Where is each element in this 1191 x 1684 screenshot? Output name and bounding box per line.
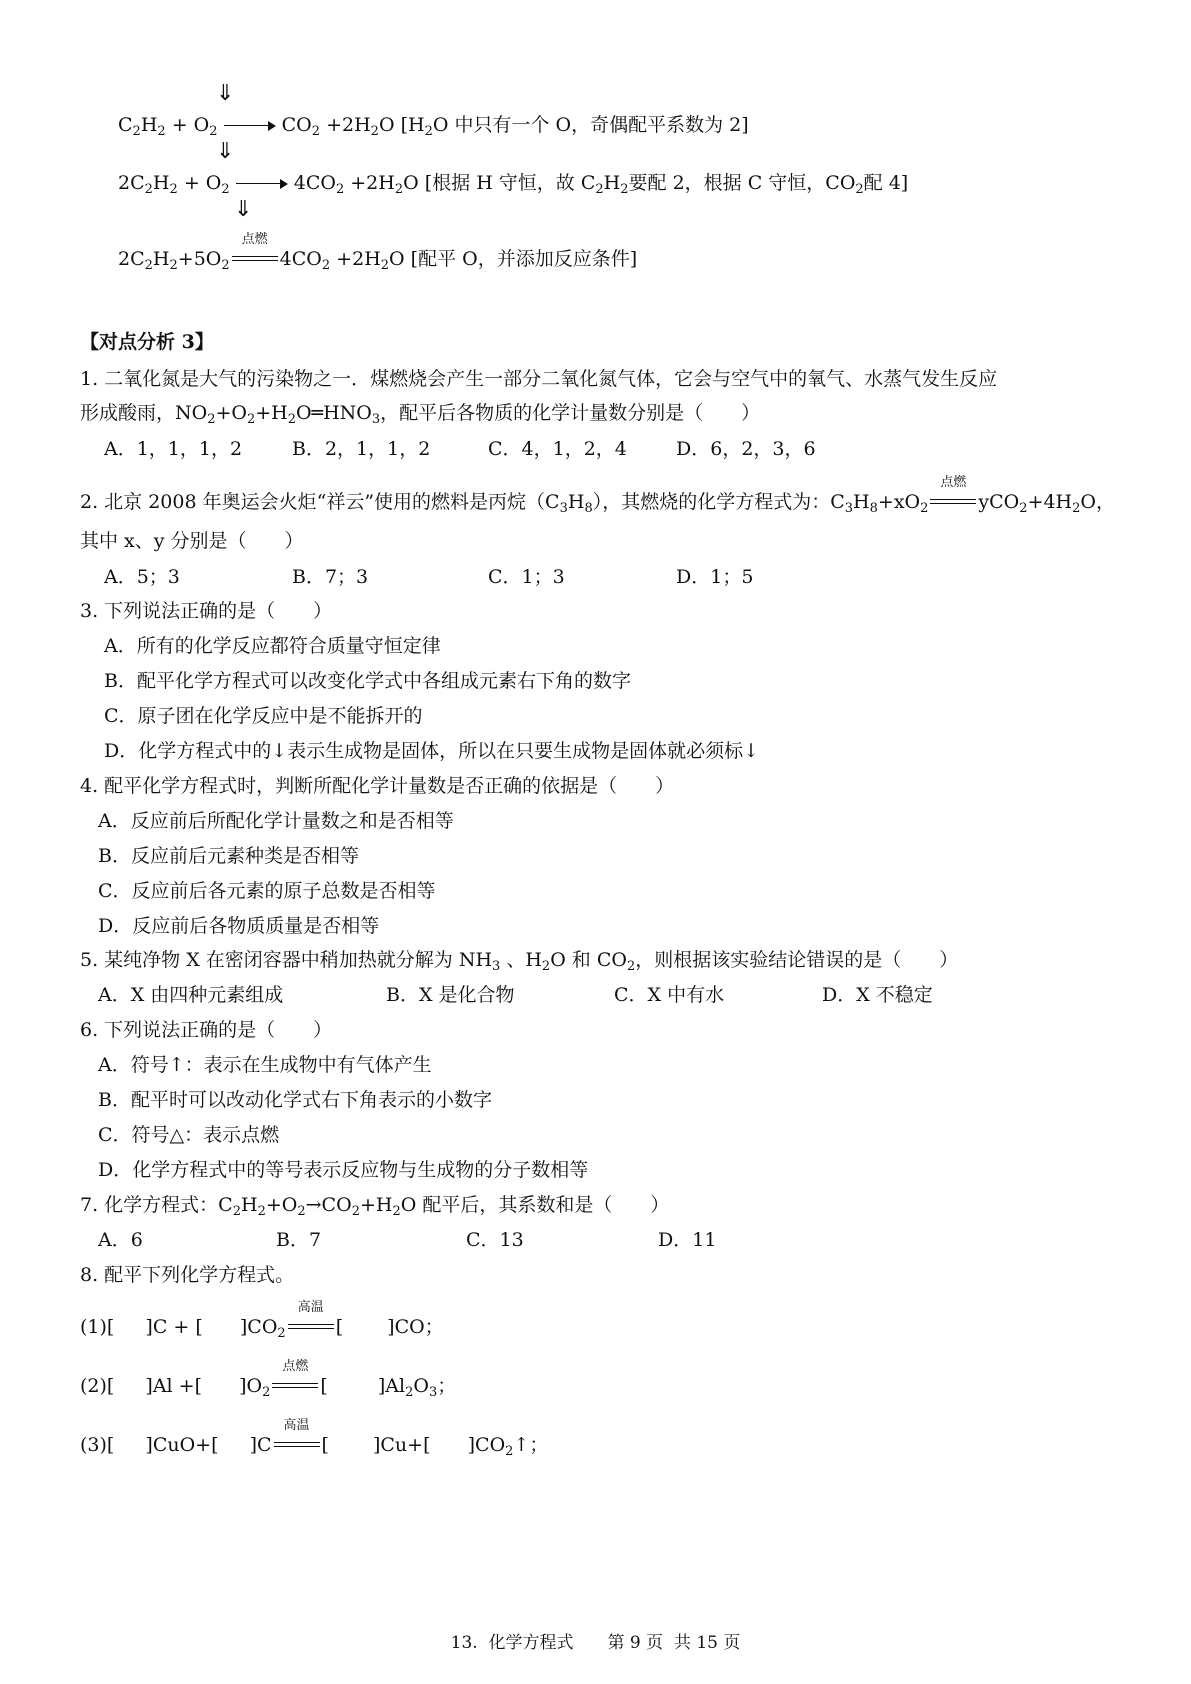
q5-option-a: A．X 由四种元素组成 — [98, 984, 284, 1006]
q8-equation-2: (2)[ ]Al +[ ]$O_2$ 点燃 [ ]$Al_2O_3$； — [80, 1359, 457, 1400]
condition-equals: 点燃 — [930, 498, 976, 508]
condition-equals: 高温 — [288, 1323, 334, 1333]
q1-option-a: A．1，1，1，2 — [104, 438, 243, 460]
q6-option-a: A．符号↑：表示在生成物中有气体产生 — [98, 1054, 432, 1076]
reaction-arrow-icon — [236, 179, 288, 189]
q8-equation-1: (1)[ ]C + [ ]$CO_2$ 高温 [ ]CO； — [80, 1300, 444, 1341]
q4-option-a: A．反应前后所配化学计量数之和是否相等 — [98, 810, 454, 832]
q3-option-c: C．原子团在化学反应中是不能拆开的 — [104, 705, 423, 727]
q3-option-d: D．化学方程式中的↓表示生成物是固体，所以在只要生成物是固体就必须标↓ — [104, 740, 760, 762]
q4-option-b: B．反应前后元素种类是否相等 — [98, 845, 359, 867]
q5-option-c: C．X 中有水 — [614, 984, 725, 1006]
q1-option-d: D．6，2，3，6 — [676, 438, 816, 460]
q7-option-b: B．7 — [276, 1229, 322, 1251]
page-footer: 13. 化学方程式 第 9 页 共 15 页 — [450, 1633, 741, 1653]
q5-stem: 5. 某纯净物 X 在密闭容器中稍加热就分解为 $NH_3$ 、$H_2O$ 和 $CO_2$，则根据该实验结论错误的是（ ） — [80, 949, 959, 974]
q6-option-b: B．配平时可以改动化学式右下角表示的小数字 — [98, 1089, 492, 1111]
q4-stem: 4. 配平化学方程式时，判断所配化学计量数是否正确的依据是（ ） — [80, 775, 675, 797]
derivation-step-2: $2C_2H_2 + O_2$ $4CO_2 +2H_2O$ [根据 H 守恒，故 $C_2H_2$要配 2，根据 C 守恒，$CO_2$配 4] — [118, 172, 909, 197]
q1-option-b: B．2，1，1，2 — [292, 438, 431, 460]
q2-line1: 2. 北京 2008 年奥运会火炬“祥云”使用的燃料是丙烷$(C_3H_8)$，其燃烧的化学方程式为：$C_3H_8+xO_2$ 点燃 $yCO_2+4H_2O$， — [80, 475, 1115, 516]
q2-option-c: C．1；3 — [488, 566, 565, 588]
q7-option-a: A．6 — [98, 1229, 143, 1251]
q7-option-d: D．11 — [658, 1229, 717, 1251]
condition-equals: 高温 — [274, 1441, 320, 1451]
down-arrow-icon: ⇓ — [216, 139, 235, 164]
derivation-step-3: $2C_2H_2+5O_2$ 点燃 $4CO_2 +2H_2O$ [配平 O，并添加反应条件] — [118, 232, 638, 273]
q1-option-c: C．4，1，2，4 — [488, 438, 627, 460]
q6-stem: 6. 下列说法正确的是（ ） — [80, 1019, 333, 1041]
derivation-step-1: $C_2H_2 + O_2$ $CO_2 +2H_2O$ [$H_2O$ 中只有一个 O，奇偶配平系数为 2] — [118, 114, 749, 139]
q1-line2: 形成酸雨，$NO_2+O_2+H_2O═HNO_3$，配平后各物质的化学计量数分别是（ ） — [80, 402, 761, 427]
condition-equals: 点燃 — [272, 1382, 318, 1392]
section-title: 【对点分析 3】 — [80, 331, 214, 353]
q8-equation-3: (3)[ ]CuO+[ ]C 高温 [ ]Cu+[ ]$CO_2↑$； — [80, 1418, 549, 1459]
q4-option-c: C．反应前后各元素的原子总数是否相等 — [98, 880, 436, 902]
q7-option-c: C．13 — [466, 1229, 524, 1251]
condition-equals: 点燃 — [232, 255, 278, 265]
q3-stem: 3. 下列说法正确的是（ ） — [80, 600, 333, 622]
q6-option-d: D．化学方程式中的等号表示反应物与生成物的分子数相等 — [98, 1159, 589, 1181]
q2-option-d: D．1；5 — [676, 566, 754, 588]
q4-option-d: D．反应前后各物质质量是否相等 — [98, 915, 380, 937]
q8-stem: 8. 配平下列化学方程式。 — [80, 1264, 295, 1286]
down-arrow-icon: ⇓ — [216, 81, 235, 106]
q2-line2: 其中 x、y 分别是（ ） — [80, 530, 304, 552]
reaction-arrow-icon — [224, 121, 276, 131]
down-arrow-icon: ⇓ — [234, 197, 253, 222]
q2-option-a: A．5；3 — [104, 566, 180, 588]
q2-option-b: B．7；3 — [292, 566, 369, 588]
q6-option-c: C．符号△：表示点燃 — [98, 1124, 280, 1146]
q5-option-b: B．X 是化合物 — [386, 984, 515, 1006]
q7-stem: 7. 化学方程式：$C_2H_2+O_2\to CO_2+H_2O$ 配平后，其系数和是（ ） — [80, 1194, 670, 1219]
q1-line1: 1. 二氧化氮是大气的污染物之一．煤燃烧会产生一部分二氧化氮气体，它会与空气中的氧气、水蒸气发生反应 — [80, 368, 998, 390]
q3-option-b: B．配平化学方程式可以改变化学式中各组成元素右下角的数字 — [104, 670, 631, 692]
q5-option-d: D．X 不稳定 — [822, 984, 933, 1006]
q3-option-a: A．所有的化学反应都符合质量守恒定律 — [104, 635, 441, 657]
